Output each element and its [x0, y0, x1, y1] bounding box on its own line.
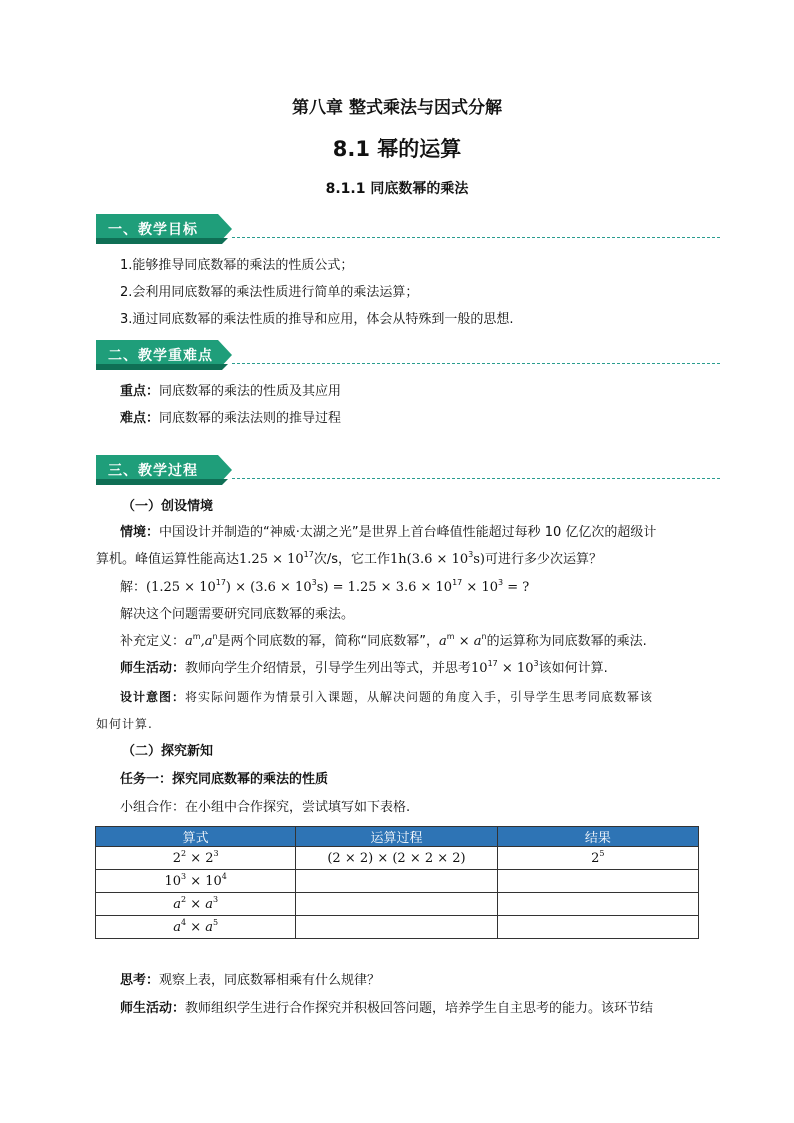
math-expression: s) [473, 552, 485, 567]
math-var: a [185, 634, 193, 649]
situation-text: 中国设计并制造的“神威·太湖之光”是世界上首台峰值性能超过每秒 10 亿亿次的超级计 [159, 525, 657, 540]
exponent: m [446, 632, 455, 641]
key-label: 重点： [120, 384, 160, 399]
process-cell[interactable] [296, 870, 497, 893]
activity-text: 教师向学生介绍情景，引导学生列出等式，并思考 [185, 661, 472, 676]
difficult-label: 难点： [120, 411, 160, 426]
task1-title: 任务一：探究同底数幂的乘法的性质 [120, 772, 329, 787]
table-header-cell: 算式 [96, 827, 296, 847]
chapter-title: 第八章 整式乘法与因式分解 [292, 98, 502, 118]
situation-text: 可进行多少次运算？ [484, 552, 602, 567]
exponent: m [192, 632, 201, 641]
definition-label: 补充定义： [120, 634, 186, 649]
table-row [96, 847, 699, 870]
design-line-1 [120, 687, 653, 707]
think-line [120, 971, 380, 991]
math-var: ,a [200, 634, 213, 649]
math-expression: 1h(3.6 × 10 [390, 552, 469, 567]
process-cell[interactable] [296, 916, 497, 939]
design-line-2: 如何计算. [96, 717, 153, 731]
objective-3: 3.通过同底数幂的乘法性质的推导和应用，体会从特殊到一般的思想. [120, 312, 514, 327]
math-expression: (1.25 × 10 [146, 580, 216, 595]
exponent: n [481, 632, 487, 641]
section-header-objectives [96, 214, 236, 244]
math-expression: = ? [503, 580, 530, 595]
key-text: 同底数幂的乘法的性质及其应用 [159, 384, 342, 399]
group-text: 在小组中合作探究，尝试填写如下表格. [185, 800, 411, 815]
exponent: 3 [468, 550, 474, 559]
situation-text: 算机。峰值运算性能高达 [96, 552, 240, 567]
section-header-process [96, 455, 236, 485]
math-expression: ) × (3.6 × 10 [225, 580, 312, 595]
result-cell[interactable] [497, 916, 698, 939]
situation-line-2 [96, 550, 602, 570]
think-text: 观察上表，同底数幂相乘有什么规律？ [159, 973, 381, 988]
formula-cell: $a^4 \times a^5$ [96, 916, 296, 939]
table-header-row [96, 827, 699, 847]
exponent: 17 [215, 578, 226, 587]
situation-label: 情境： [120, 525, 160, 540]
design-text: 将实际问题作为情景引入课题，从解决问题的角度入手，引导学生思考同底数幂该 [185, 690, 654, 704]
exponent: 17 [303, 550, 314, 559]
section-header-key-points [96, 340, 236, 370]
result-cell[interactable] [497, 893, 698, 916]
formula-cell: $a^2 \times a^3$ [96, 893, 296, 916]
header-label: 一、教学目标 [108, 222, 198, 238]
table-row [96, 893, 699, 916]
math-expression: 10 [471, 661, 488, 676]
result-cell[interactable]: $2^5$ [497, 847, 698, 870]
process-cell[interactable]: (2 × 2) × (2 × 2 × 2) [296, 847, 497, 870]
situation-text: 次/s，它工作 [313, 552, 391, 567]
result-cell[interactable] [497, 870, 698, 893]
design-label: 设计意图： [120, 690, 186, 704]
difficult-text: 同底数幂的乘法法则的推导过程 [159, 411, 342, 426]
definition-text: 是两个同底数的幂，简称“同底数幂”， [217, 634, 440, 649]
definition-line [120, 632, 647, 652]
table-header-cell: 结果 [497, 827, 698, 847]
formula-cell: $10^3 \times 10^4$ [96, 870, 296, 893]
formula-cell: $2^2 \times 2^3$ [96, 847, 296, 870]
header-divider [232, 237, 720, 238]
section-title: 8.1 幂的运算 [332, 137, 462, 161]
math-expression: × 10 [497, 661, 534, 676]
table-header-cell: 运算过程 [296, 827, 497, 847]
activity2-line [120, 999, 653, 1019]
math-expression: s) = 1.25 × 3.6 × 10 [316, 580, 453, 595]
exponent: n [212, 632, 218, 641]
exploration-table [95, 826, 699, 939]
math-expression: × 10 [462, 580, 498, 595]
header-label: 二、教学重难点 [108, 348, 213, 364]
header-divider [232, 363, 720, 364]
subsection-title: 8.1.1 同底数幂的乘法 [325, 181, 469, 197]
situation-line-1 [120, 523, 656, 543]
math-var: × a [454, 634, 482, 649]
activity-text: 该如何计算. [538, 661, 608, 676]
table-row [96, 870, 699, 893]
table-row [96, 916, 699, 939]
exponent: 3 [311, 578, 317, 587]
group-label: 小组合作： [120, 800, 186, 815]
group-line [120, 798, 410, 818]
part1-title: （一）创设情境 [122, 499, 214, 514]
solution-label: 解： [120, 580, 147, 595]
key-point-line [120, 382, 341, 402]
activity2-text: 教师组织学生进行合作探究并积极回答问题，培养学生自主思考的能力。该环节结 [185, 1001, 654, 1016]
objective-1: 1.能够推导同底数幂的乘法的性质公式； [120, 258, 354, 273]
think-label: 思考： [120, 973, 160, 988]
difficult-point-line [120, 409, 341, 429]
exponent: 17 [487, 659, 498, 668]
header-divider [232, 478, 720, 479]
process-cell[interactable] [296, 893, 497, 916]
part2-title: （二）探究新知 [122, 744, 214, 759]
need-line: 解决这个问题需要研究同底数幂的乘法。 [120, 607, 355, 622]
math-expression: 1.25 × 10 [239, 552, 304, 567]
activity-line [120, 659, 608, 679]
header-label: 三、教学过程 [108, 463, 198, 479]
math-var: a [439, 634, 447, 649]
activity2-label: 师生活动： [120, 1001, 186, 1016]
objective-2: 2.会利用同底数幂的乘法性质进行简单的乘法运算； [120, 285, 419, 300]
exponent: 3 [497, 578, 504, 587]
exponent: 3 [533, 659, 539, 668]
definition-text: 的运算称为同底数幂的乘法. [486, 634, 647, 649]
activity-label: 师生活动： [120, 661, 186, 676]
exponent: 17 [452, 578, 463, 587]
solution-line [120, 578, 529, 598]
